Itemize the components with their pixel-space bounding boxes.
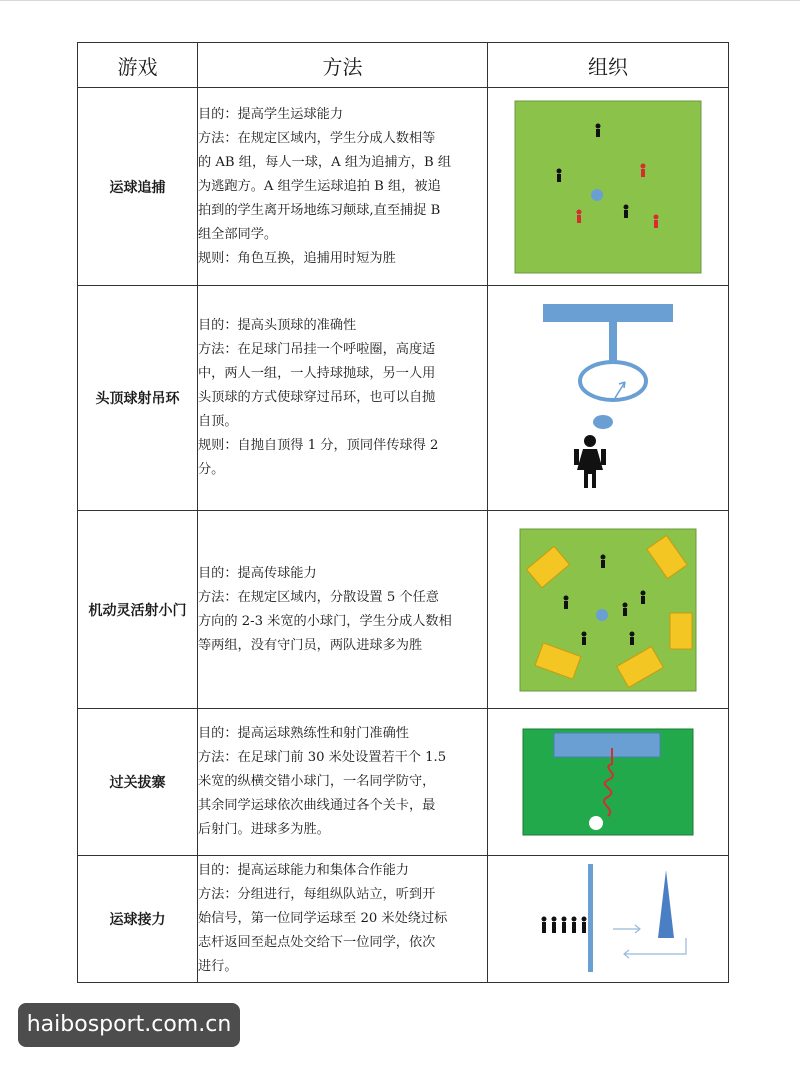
- ball-icon: [591, 189, 603, 201]
- header-organization: 组织: [488, 43, 729, 88]
- table-row: [78, 88, 729, 286]
- ball-icon: [596, 609, 608, 621]
- table-header-row: [78, 43, 729, 88]
- header-hoop-diagram: [523, 298, 693, 498]
- method-text: [198, 709, 488, 856]
- method-text: [198, 286, 488, 511]
- table-row: [78, 709, 729, 856]
- method-line: 志杆返回至起点处交给下一位同学，依次: [198, 935, 436, 950]
- game-name: 过关拔寨: [78, 709, 198, 856]
- game-name: 运球接力: [78, 856, 198, 983]
- page-top-border: [0, 0, 800, 1]
- method-line: 方法：在规定区域内，分散设置 5 个任意: [198, 589, 439, 605]
- method-line: 方法：在足球门前 30 米处设置若干个 1.5: [198, 750, 447, 765]
- method-line: 方法：分组进行，每组纵队站立，听到开: [198, 887, 436, 902]
- method-line: 分。: [198, 462, 225, 477]
- method-line: 规则：角色互换，追捕用时短为胜: [198, 250, 396, 266]
- method-line: 米宽的纵横交错小球门，一名同学防守，: [198, 774, 436, 789]
- organization-diagram: [488, 511, 729, 709]
- method-line: 进行。: [198, 959, 238, 974]
- table-row: [78, 511, 729, 709]
- start-line: [588, 864, 593, 972]
- watermark-badge: haibosport.com.cn: [18, 1003, 240, 1047]
- dribble-chase-field: [513, 99, 703, 275]
- game-name: 运球追捕: [78, 88, 198, 286]
- method-line: 头顶球的方式使球穿过吊环，也可以自抛: [198, 390, 436, 405]
- player-figure-icon: [574, 435, 606, 488]
- method-line: 其余同学运球依次曲线通过各个关卡，最: [198, 798, 436, 813]
- game-name: 头顶球射吊环: [78, 286, 198, 511]
- goal-crossbar: [543, 304, 673, 322]
- organization-diagram: [488, 88, 729, 286]
- method-line: 目的：提高头顶球的准确性: [198, 318, 357, 333]
- route-arrows: [613, 925, 686, 958]
- method-line: 的 AB 组，每人一球，A 组为追捕方，B 组: [198, 154, 452, 170]
- header-game: 游戏: [78, 43, 198, 88]
- player-queue-icons: [542, 916, 587, 933]
- pass-the-gates-field: [522, 728, 694, 836]
- method-line: 规则：自抛自顶得 1 分，顶同伴传球得 2: [198, 438, 439, 453]
- method-line: 方向的 2-3 米宽的小球门，学生分成人数相: [198, 613, 452, 629]
- marker-pole-icon: [658, 870, 674, 938]
- method-line: 中，两人一组，一人持球抛球，另一人用: [198, 366, 436, 381]
- hoop-ring-icon: [580, 362, 646, 400]
- method-line: 自顶。: [198, 414, 238, 429]
- game-name: 机动灵活射小门: [78, 511, 198, 709]
- ball-icon: [593, 415, 613, 429]
- organization-diagram: [488, 709, 729, 856]
- method-line: 方法：在规定区域内，学生分成人数相等: [198, 130, 436, 146]
- ball-icon: [589, 816, 603, 830]
- small-goals-field: [518, 527, 698, 693]
- hoop-rope: [609, 322, 617, 362]
- relay-diagram: [508, 862, 708, 977]
- method-text: [198, 511, 488, 709]
- method-line: 后射门。进球多为胜。: [198, 822, 330, 837]
- method-line: 拍到的学生离开场地练习颠球,直至捕捉 B: [198, 202, 441, 218]
- method-line: 等两组，没有守门员，两队进球多为胜: [198, 637, 423, 653]
- method-line: 目的：提高学生运球能力: [198, 106, 344, 122]
- organization-diagram: [488, 856, 729, 983]
- method-line: 目的：提高传球能力: [198, 565, 317, 581]
- method-line: 组全部同学。: [198, 226, 278, 242]
- organization-diagram: [488, 286, 729, 511]
- method-line: 目的：提高运球熟练性和射门准确性: [198, 726, 409, 741]
- method-text: [198, 88, 488, 286]
- drills-table: [77, 42, 729, 983]
- method-line: 为逃跑方。A 组学生运球追拍 B 组，被追: [198, 178, 441, 194]
- method-line: 始信号，第一位同学运球至 20 米处绕过标: [198, 911, 448, 926]
- table-row: [78, 856, 729, 983]
- method-text: [198, 856, 488, 983]
- table-row: [78, 286, 729, 511]
- method-line: 目的：提高运球能力和集体合作能力: [198, 863, 409, 878]
- method-line: 方法：在足球门吊挂一个呼啦圈，高度适: [198, 342, 436, 357]
- header-method: 方法: [198, 43, 488, 88]
- goal-icon: [554, 733, 660, 757]
